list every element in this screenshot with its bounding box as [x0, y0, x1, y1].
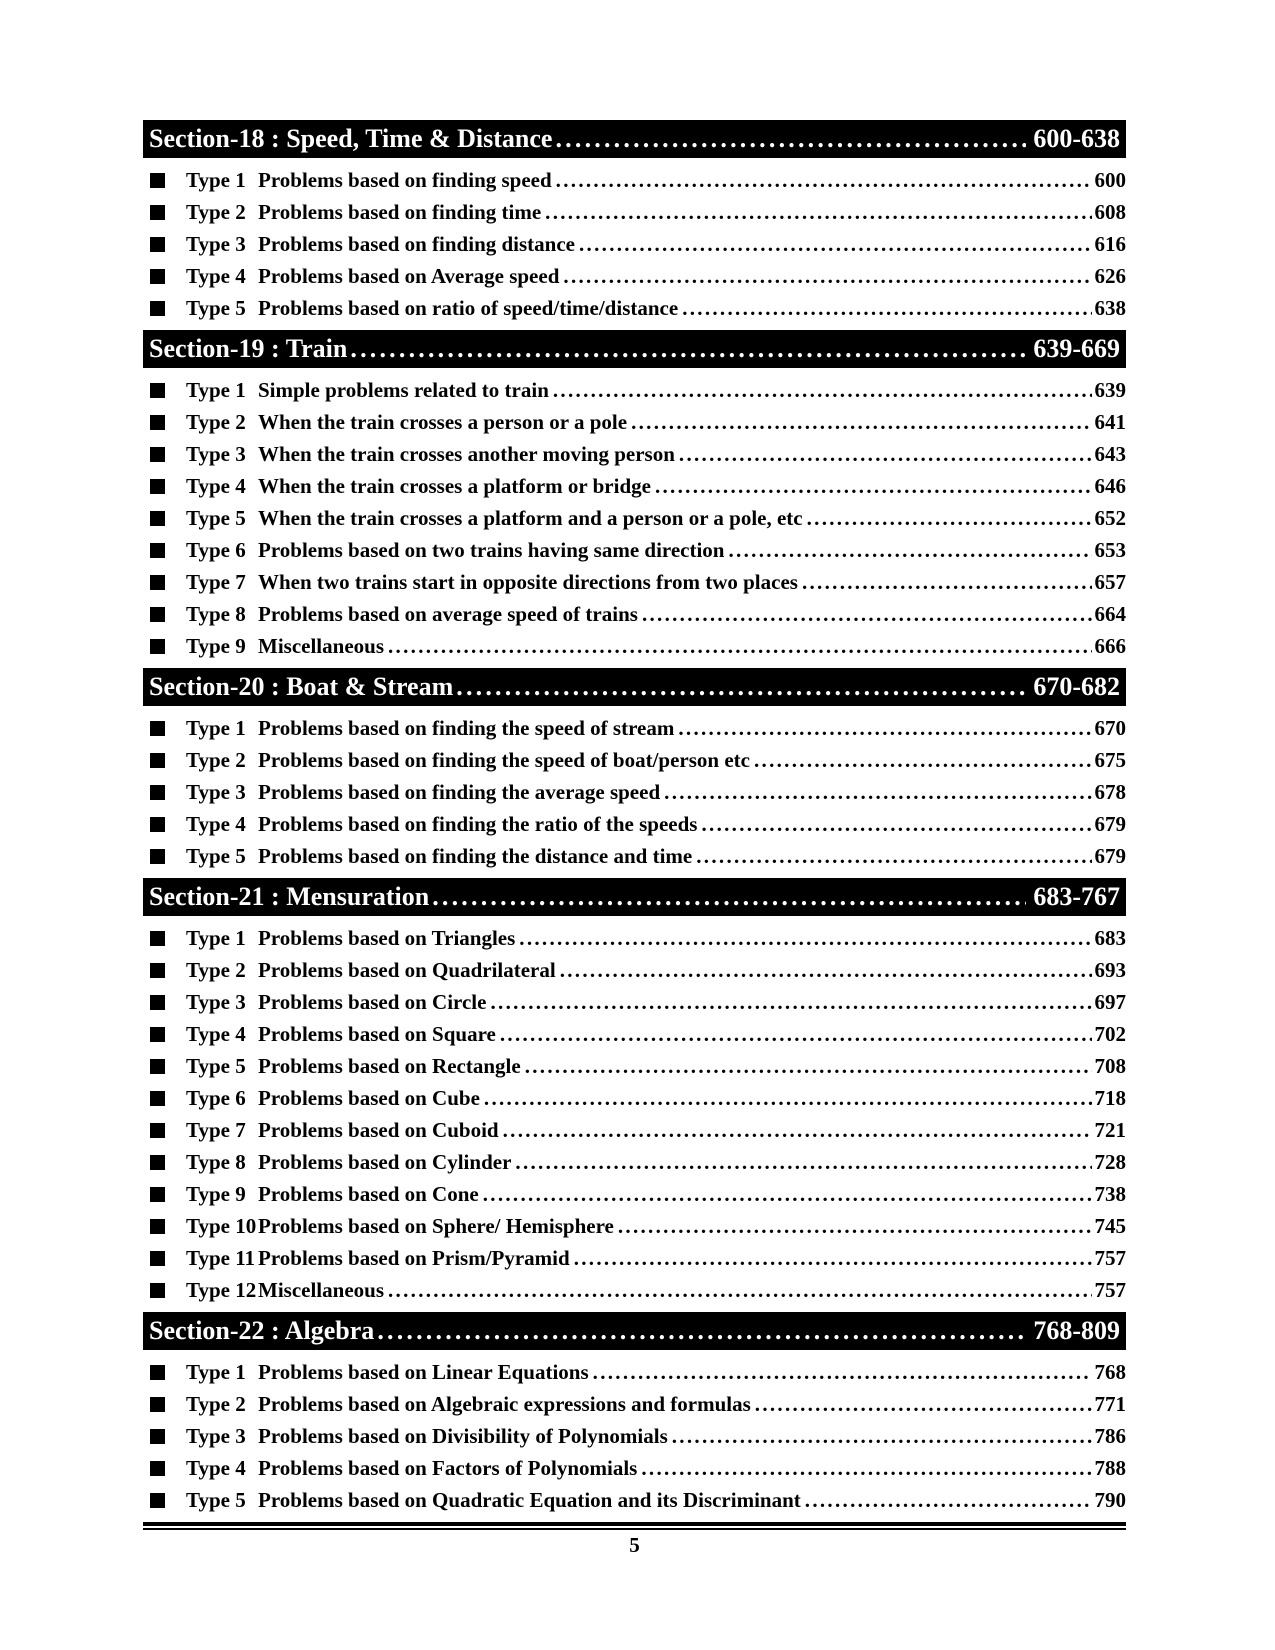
entry-title: Problems based on finding the average speed	[258, 780, 661, 804]
bullet-square-icon	[150, 1059, 165, 1074]
entry-page-number: 608	[1094, 200, 1126, 224]
entry-type-label: Type 1	[186, 926, 246, 950]
dot-leader	[490, 986, 1091, 1018]
section-header-bar	[143, 878, 1126, 916]
dot-leader	[515, 1146, 1091, 1178]
entry-page-number: 657	[1094, 570, 1126, 594]
entry-page-number: 643	[1094, 442, 1126, 466]
entry-title: When the train crosses a platform and a person or a pole, etc	[258, 506, 803, 530]
bullet-square-icon	[150, 511, 165, 526]
bullet-square-icon	[150, 607, 165, 622]
dot-leader	[503, 1114, 1092, 1146]
section-page-range: 670-682	[1033, 672, 1120, 701]
entry-type-label: Type 1	[186, 716, 246, 740]
bullet-square-icon	[150, 1187, 165, 1202]
bullet-square-icon	[150, 1429, 165, 1444]
dot-leader	[682, 292, 1091, 324]
entry-title: Problems based on Cylinder	[258, 1150, 512, 1174]
toc-entry	[143, 502, 1126, 534]
entry-title: Miscellaneous	[258, 634, 384, 658]
bullet-square-icon	[150, 639, 165, 654]
entry-page-number: 702	[1094, 1022, 1126, 1046]
entry-title: When the train crosses a platform or bridge	[258, 474, 651, 498]
toc-section	[143, 120, 1126, 324]
section-entries	[143, 706, 1126, 872]
dot-leader	[388, 1274, 1092, 1306]
toc-entry	[143, 954, 1126, 986]
dot-leader	[555, 120, 1026, 158]
toc-entry	[143, 808, 1126, 840]
dot-leader	[593, 1356, 1092, 1388]
bullet-square-icon	[150, 849, 165, 864]
toc-entry	[143, 164, 1126, 196]
toc-entry	[143, 566, 1126, 598]
bullet-square-icon	[150, 173, 165, 188]
page-number: 5	[629, 1533, 640, 1557]
bullet-square-icon	[150, 1091, 165, 1106]
entry-title: When two trains start in opposite directions from two places	[258, 570, 798, 594]
entry-page-number: 693	[1094, 958, 1126, 982]
toc-entry	[143, 1484, 1126, 1516]
section-header-bar	[143, 120, 1126, 158]
toc-entry	[143, 1210, 1126, 1242]
entry-page-number: 670	[1094, 716, 1126, 740]
entry-page-number: 652	[1094, 506, 1126, 530]
toc-entry	[143, 1114, 1126, 1146]
entry-title: Problems based on Rectangle	[258, 1054, 521, 1078]
entry-title: Problems based on Square	[258, 1022, 496, 1046]
dot-leader	[679, 438, 1092, 470]
entry-page-number: 653	[1094, 538, 1126, 562]
entry-type-label: Type 4	[186, 1022, 246, 1046]
entry-type-label: Type 2	[186, 1392, 246, 1416]
entry-type-label: Type 9	[186, 1182, 246, 1206]
bullet-square-icon	[150, 575, 165, 590]
bullet-square-icon	[150, 447, 165, 462]
entry-page-number: 639	[1094, 378, 1126, 402]
bullet-square-icon	[150, 543, 165, 558]
entry-title: Problems based on Prism/Pyramid	[258, 1246, 570, 1270]
table-of-contents	[143, 120, 1126, 1516]
dot-leader	[755, 1388, 1092, 1420]
entry-page-number: 678	[1094, 780, 1126, 804]
entry-page-number: 697	[1094, 990, 1126, 1014]
toc-entry	[143, 1452, 1126, 1484]
entry-type-label: Type 5	[186, 844, 246, 868]
toc-entry	[143, 438, 1126, 470]
toc-page	[143, 120, 1126, 1558]
toc-section	[143, 878, 1126, 1306]
entry-page-number: 718	[1094, 1086, 1126, 1110]
entry-type-label: Type 8	[186, 602, 246, 626]
entry-title: Problems based on Cone	[258, 1182, 479, 1206]
dot-leader	[500, 1018, 1092, 1050]
entry-page-number: 683	[1094, 926, 1126, 950]
entry-page-number: 786	[1094, 1424, 1126, 1448]
entry-title: Problems based on finding time	[258, 200, 542, 224]
entry-page-number: 664	[1094, 602, 1126, 626]
entry-page-number: 790	[1094, 1488, 1126, 1512]
entry-type-label: Type 1	[186, 1360, 246, 1384]
section-page-range: 600-638	[1033, 124, 1120, 153]
entry-title: Problems based on Circle	[258, 990, 487, 1014]
footer-rule	[143, 1522, 1126, 1530]
section-header-bar	[143, 668, 1126, 706]
entry-type-label: Type 3	[186, 990, 246, 1014]
entry-page-number: 708	[1094, 1054, 1126, 1078]
dot-leader	[483, 1178, 1092, 1210]
toc-entry	[143, 1242, 1126, 1274]
entry-title: Problems based on Triangles	[258, 926, 516, 950]
entry-page-number: 771	[1094, 1392, 1126, 1416]
dot-leader	[350, 330, 1026, 368]
entry-type-label: Type 10	[186, 1214, 257, 1238]
dot-leader	[556, 164, 1092, 196]
entry-type-label: Type 3	[186, 780, 246, 804]
entry-type-label: Type 1	[186, 378, 246, 402]
toc-entry	[143, 260, 1126, 292]
bullet-square-icon	[150, 205, 165, 220]
toc-entry	[143, 1146, 1126, 1178]
section-page-range: 639-669	[1033, 334, 1120, 363]
entry-type-label: Type 2	[186, 200, 246, 224]
bullet-square-icon	[150, 479, 165, 494]
toc-entry	[143, 196, 1126, 228]
section-header-bar	[143, 1312, 1126, 1350]
toc-entry	[143, 1420, 1126, 1452]
dot-leader	[579, 228, 1092, 260]
toc-entry	[143, 1388, 1126, 1420]
entry-type-label: Type 6	[186, 538, 246, 562]
entry-title: Problems based on finding the speed of stream	[258, 716, 675, 740]
entry-title: Problems based on Cuboid	[258, 1118, 499, 1142]
dot-leader	[484, 1082, 1092, 1114]
entry-type-label: Type 2	[186, 958, 246, 982]
toc-entry	[143, 598, 1126, 630]
toc-section	[143, 330, 1126, 662]
dot-leader	[807, 502, 1092, 534]
entry-title: When the train crosses a person or a pole	[258, 410, 628, 434]
entry-page-number: 738	[1094, 1182, 1126, 1206]
entry-title: Problems based on average speed of trains	[258, 602, 638, 626]
toc-section	[143, 668, 1126, 872]
bullet-square-icon	[150, 785, 165, 800]
section-title: Section-20 : Boat & Stream	[149, 672, 454, 701]
entry-title: Problems based on Factors of Polynomials	[258, 1456, 638, 1480]
entry-page-number: 666	[1094, 634, 1126, 658]
section-title: Section-18 : Speed, Time & Distance	[149, 124, 553, 153]
dot-leader	[574, 1242, 1092, 1274]
entry-page-number: 757	[1094, 1246, 1126, 1270]
bullet-square-icon	[150, 753, 165, 768]
bullet-square-icon	[150, 237, 165, 252]
entry-page-number: 675	[1094, 748, 1126, 772]
entry-page-number: 679	[1094, 812, 1126, 836]
entry-type-label: Type 6	[186, 1086, 246, 1110]
section-header-bar	[143, 330, 1126, 368]
dot-leader	[432, 878, 1026, 916]
entry-title: Problems based on Algebraic expressions and formulas	[258, 1392, 751, 1416]
entry-page-number: 728	[1094, 1150, 1126, 1174]
bullet-square-icon	[150, 269, 165, 284]
entry-title: Problems based on ratio of speed/time/distance	[258, 296, 679, 320]
entry-type-label: Type 4	[186, 474, 246, 498]
dot-leader	[802, 566, 1092, 598]
entry-type-label: Type 4	[186, 264, 246, 288]
toc-entry	[143, 776, 1126, 808]
section-title: Section-19 : Train	[149, 334, 348, 363]
bullet-square-icon	[150, 1251, 165, 1266]
entry-type-label: Type 1	[186, 168, 246, 192]
entry-title: Problems based on Linear Equations	[258, 1360, 589, 1384]
entry-title: Problems based on finding distance	[258, 232, 575, 256]
entry-page-number: 721	[1094, 1118, 1126, 1142]
dot-leader	[672, 1420, 1092, 1452]
bullet-square-icon	[150, 1283, 165, 1298]
toc-entry	[143, 840, 1126, 872]
entry-title: Problems based on finding the distance and time	[258, 844, 693, 868]
entry-type-label: Type 8	[186, 1150, 246, 1174]
bullet-square-icon	[150, 415, 165, 430]
section-title: Section-22 : Algebra	[149, 1316, 375, 1345]
dot-leader	[618, 1210, 1092, 1242]
entry-type-label: Type 5	[186, 296, 246, 320]
toc-entry	[143, 470, 1126, 502]
section-page-range: 683-767	[1033, 882, 1120, 911]
toc-entry	[143, 1356, 1126, 1388]
entry-page-number: 788	[1094, 1456, 1126, 1480]
toc-entry	[143, 630, 1126, 662]
entry-page-number: 757	[1094, 1278, 1126, 1302]
bullet-square-icon	[150, 301, 165, 316]
entry-title: Problems based on Divisibility of Polynomials	[258, 1424, 668, 1448]
entry-page-number: 768	[1094, 1360, 1126, 1384]
dot-leader	[563, 260, 1091, 292]
bullet-square-icon	[150, 963, 165, 978]
toc-entry	[143, 292, 1126, 324]
dot-leader	[553, 374, 1092, 406]
entry-title: Problems based on two trains having same direction	[258, 538, 725, 562]
entry-type-label: Type 7	[186, 570, 246, 594]
bullet-square-icon	[150, 817, 165, 832]
bullet-square-icon	[150, 931, 165, 946]
entry-title: Problems based on finding the ratio of the speeds	[258, 812, 698, 836]
dot-leader	[701, 808, 1091, 840]
dot-leader	[678, 712, 1091, 744]
entry-title: Problems based on Cube	[258, 1086, 480, 1110]
toc-section	[143, 1312, 1126, 1516]
dot-leader	[456, 668, 1026, 706]
dot-leader	[664, 776, 1091, 808]
bullet-square-icon	[150, 1461, 165, 1476]
entry-title: Problems based on Sphere/ Hemisphere	[258, 1214, 614, 1238]
bullet-square-icon	[150, 721, 165, 736]
entry-title: Miscellaneous	[258, 1278, 384, 1302]
entry-title: Problems based on finding speed	[258, 168, 552, 192]
entry-type-label: Type 4	[186, 1456, 246, 1480]
toc-entry	[143, 1274, 1126, 1306]
entry-type-label: Type 3	[186, 442, 246, 466]
dot-leader	[519, 922, 1091, 954]
toc-entry	[143, 228, 1126, 260]
bullet-square-icon	[150, 1365, 165, 1380]
bullet-square-icon	[150, 383, 165, 398]
entry-title: Problems based on finding the speed of boat/person etc	[258, 748, 750, 772]
section-entries	[143, 916, 1126, 1306]
section-entries	[143, 158, 1126, 324]
entry-page-number: 641	[1094, 410, 1126, 434]
toc-entry	[143, 534, 1126, 566]
toc-entry	[143, 712, 1126, 744]
entry-page-number: 679	[1094, 844, 1126, 868]
section-page-range: 768-809	[1033, 1316, 1120, 1345]
dot-leader	[696, 840, 1091, 872]
dot-leader	[641, 1452, 1091, 1484]
dot-leader	[642, 598, 1092, 630]
bullet-square-icon	[150, 1397, 165, 1412]
toc-entry	[143, 1082, 1126, 1114]
section-entries	[143, 368, 1126, 662]
dot-leader	[631, 406, 1091, 438]
entry-type-label: Type 3	[186, 232, 246, 256]
entry-title: Simple problems related to train	[258, 378, 549, 402]
entry-page-number: 626	[1094, 264, 1126, 288]
dot-leader	[388, 630, 1092, 662]
entry-type-label: Type 5	[186, 506, 246, 530]
toc-entry	[143, 744, 1126, 776]
section-title: Section-21 : Mensuration	[149, 882, 430, 911]
toc-entry	[143, 986, 1126, 1018]
dot-leader	[655, 470, 1092, 502]
bullet-square-icon	[150, 995, 165, 1010]
bullet-square-icon	[150, 1219, 165, 1234]
entry-type-label: Type 11	[186, 1246, 256, 1270]
entry-page-number: 616	[1094, 232, 1126, 256]
entry-page-number: 638	[1094, 296, 1126, 320]
toc-entry	[143, 1178, 1126, 1210]
dot-leader	[560, 954, 1092, 986]
section-entries	[143, 1350, 1126, 1516]
entry-type-label: Type 5	[186, 1488, 246, 1512]
entry-type-label: Type 2	[186, 410, 246, 434]
entry-type-label: Type 5	[186, 1054, 246, 1078]
entry-type-label: Type 12	[186, 1278, 257, 1302]
dot-leader	[754, 744, 1092, 776]
dot-leader	[729, 534, 1092, 566]
bullet-square-icon	[150, 1493, 165, 1508]
entry-type-label: Type 2	[186, 748, 246, 772]
dot-leader	[525, 1050, 1092, 1082]
entry-type-label: Type 9	[186, 634, 246, 658]
toc-entry	[143, 1050, 1126, 1082]
toc-entry	[143, 374, 1126, 406]
entry-type-label: Type 4	[186, 812, 246, 836]
dot-leader	[377, 1312, 1026, 1350]
entry-page-number: 745	[1094, 1214, 1126, 1238]
bullet-square-icon	[150, 1027, 165, 1042]
entry-title: Problems based on Quadratic Equation and its Discriminant	[258, 1488, 801, 1512]
toc-entry	[143, 406, 1126, 438]
entry-type-label: Type 7	[186, 1118, 246, 1142]
entry-title: Problems based on Average speed	[258, 264, 560, 288]
dot-leader	[805, 1484, 1092, 1516]
toc-entry	[143, 1018, 1126, 1050]
entry-title: When the train crosses another moving person	[258, 442, 675, 466]
entry-title: Problems based on Quadrilateral	[258, 958, 556, 982]
entry-page-number: 646	[1094, 474, 1126, 498]
bullet-square-icon	[150, 1123, 165, 1138]
entry-page-number: 600	[1094, 168, 1126, 192]
bullet-square-icon	[150, 1155, 165, 1170]
entry-type-label: Type 3	[186, 1424, 246, 1448]
dot-leader	[545, 196, 1091, 228]
toc-entry	[143, 922, 1126, 954]
